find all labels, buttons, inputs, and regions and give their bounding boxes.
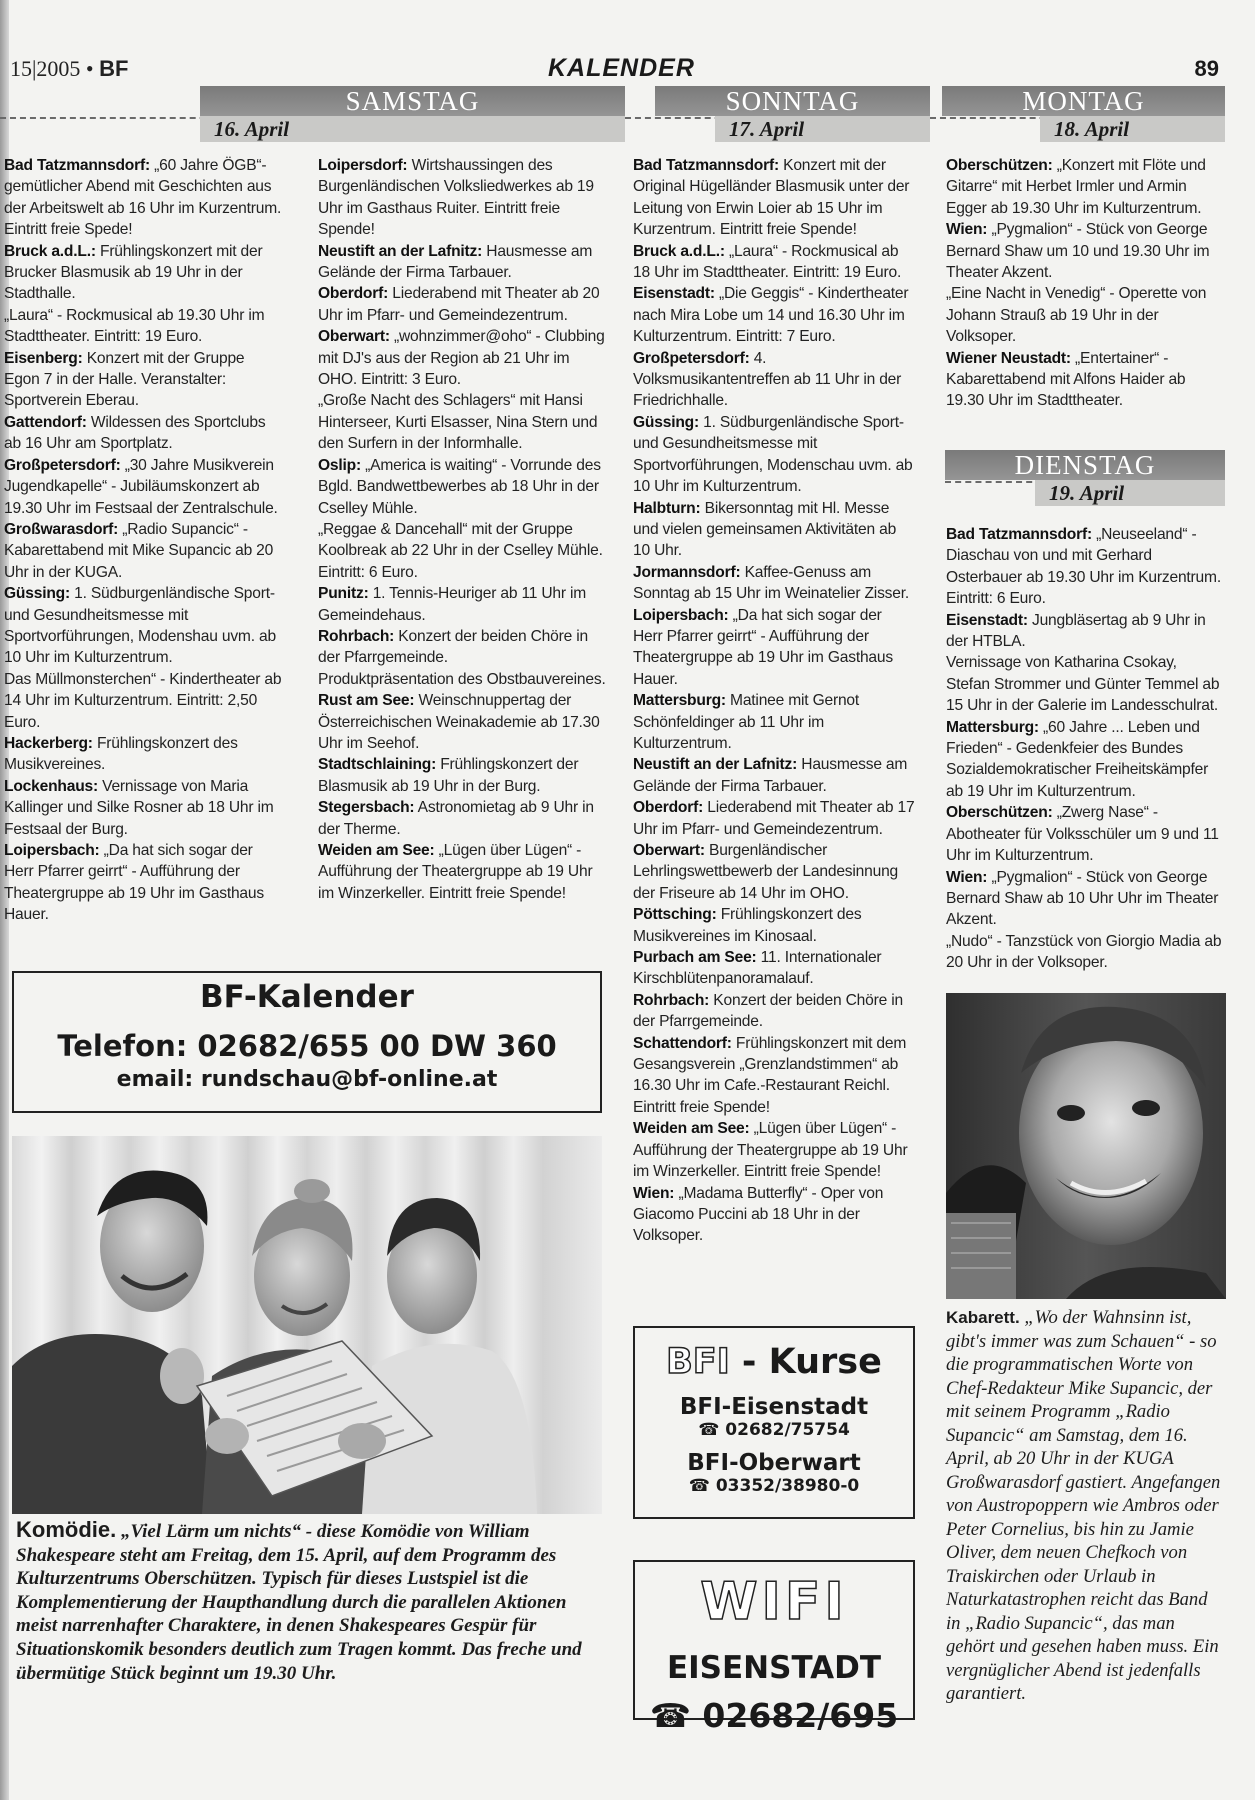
day-banner-sonntag	[625, 86, 930, 142]
event-text: Weinschnuppertag der Österreichischen Weinakademie ab 17.30 Uhr im Seehof.	[318, 692, 600, 752]
event-place: Rust am See:	[318, 692, 415, 710]
event-entry	[633, 605, 915, 691]
event-text: „Laura“ - Rockmusical ab 18 Uhr im Stadttheater. Eintritt: 19 Euro.	[633, 242, 902, 282]
day-name: SONNTAG	[655, 86, 930, 116]
event-text: Hausmesse am Gelände der Firma Tarbauer.	[318, 242, 593, 282]
caption-text: „Viel Lärm um nichts“ - diese Komödie von William Shakespeare steht am Freitag, dem 15. April, auf dem Programm des Kulturzentrums Oberschützen. Typisch für dieses Lustspiel ist die Komplementierung der Haupthandlung durch die parallelen Aktionen meist narrenhafter Charaktere, in denen Shakespeares Gespür für Situationskomik besonders deutlich zum Tragen kommt. Das freche und übermütige Stück beginnt um 19.30 Uhr.	[16, 1521, 582, 1684]
event-text: Liederabend mit Theater ab 20 Uhr im Pfarr- und Gemeindezentrum.	[318, 285, 600, 324]
event-entry	[4, 583, 284, 669]
caption-lead: Komödie.	[16, 1517, 117, 1542]
caption-lead: Kabarett.	[946, 1308, 1020, 1327]
event-place: Stegersbach:	[318, 799, 415, 817]
photo-mike-supancic	[946, 993, 1226, 1299]
event-entry	[946, 155, 1224, 219]
event-text: „Eine Nacht in Venedig“ - Operette von Johann Strauß ab 19 Uhr in der Volksoper.	[946, 285, 1207, 346]
event-text: 1. Südburgenländische Sport- und Gesundheitsmesse mit Sportvorführungen, Modenschau uvm. ab 10 Uhr im Kulturzentrum.	[633, 413, 913, 496]
event-place: Oslip:	[318, 456, 361, 474]
event-entry	[946, 717, 1224, 803]
wifi-city: EISENSTADT	[666, 1650, 882, 1686]
event-entry	[633, 562, 915, 605]
event-text: „Madama Butterfly“ - Oper von Giacomo Puccini ab 18 Uhr in der Volksoper.	[633, 1184, 884, 1245]
event-place: Oberdorf:	[318, 285, 389, 303]
event-place: Mattersburg:	[633, 692, 726, 710]
day-banner-montag	[930, 86, 1225, 142]
dienstag-events-column	[946, 524, 1224, 974]
event-text: „Da hat sich sogar der Herr Pfarrer geirrt“ - Aufführung der Theatergruppe ab 19 Uhr im Gasthaus Hauer.	[633, 606, 893, 688]
day-banner-samstag	[0, 86, 625, 142]
event-text: „Lügen über Lügen“ - Aufführung der Theatergruppe ab 19 Uhr im Winzerkeller. Eintritt freie Spende!	[318, 842, 593, 902]
issue-label: 15|2005 • BF	[10, 56, 129, 81]
event-text: 4. Volksmusikantentreffen ab 11 Uhr in der Friedrichhalle.	[633, 349, 902, 410]
event-entry	[946, 348, 1224, 412]
event-text: Das Müllmonsterchen“ - Kindertheater ab 14 Uhr im Kulturzentrum. Eintritt: 2,50 Euro.	[4, 670, 282, 731]
event-entry	[4, 840, 284, 926]
event-text: Frühlingskonzert des Musikvereines im Kinosaal.	[633, 906, 862, 945]
event-entry	[946, 652, 1224, 716]
event-entry	[633, 990, 915, 1033]
event-text: „30 Jahre Musikverein Jugendkapelle“ - Jubiläumskonzert ab 19.30 Uhr im Festsaal der Zentralschule.	[4, 456, 278, 517]
bfi-phone-eisenstadt: ☎ 02682/75754	[698, 1420, 850, 1440]
section-title: KALENDER	[548, 54, 695, 82]
event-place: Purbach am See:	[633, 949, 757, 967]
samstag-events-column-1	[4, 155, 284, 926]
event-text: Frühlingskonzert mit dem Gesangsverein „Grenzlandstimmen“ ab 16.30 Uhr im Cafe.-Restaurant Reichl. Eintritt freie Spende!	[633, 1034, 907, 1116]
event-place: Wien:	[946, 221, 988, 239]
event-place: Punitz:	[318, 585, 369, 603]
event-place: Bad Tatzmannsdorf:	[4, 157, 150, 174]
bf-kalender-box	[12, 971, 602, 1113]
event-entry	[318, 241, 606, 284]
event-entry	[318, 390, 606, 454]
event-entry	[633, 690, 915, 754]
event-entry	[4, 155, 284, 241]
event-entry	[318, 519, 606, 583]
event-entry	[633, 754, 915, 797]
publication-name: BF	[99, 56, 129, 81]
event-text: Frühlingskonzert mit der Brucker Blasmusik ab 19 Uhr in der Stadthalle.	[4, 242, 263, 303]
event-place: Güssing:	[4, 585, 70, 603]
wifi-eisenstadt-box	[633, 1560, 915, 1735]
event-entry	[318, 326, 606, 390]
event-text: Bikersonntag mit Hl. Messe und vielen gemeinsamen Aktivitäten ab 10 Uhr.	[633, 499, 897, 560]
page-number: 89	[1194, 56, 1219, 81]
komoedie-caption	[16, 1518, 606, 1685]
event-text: „wohnzimmer@oho“ - Clubbing mit DJ's aus der Region ab 21 Uhr im OHO. Eintritt: 3 Euro.	[318, 328, 605, 389]
event-text: Frühlingskonzert des Musikvereines.	[4, 734, 238, 774]
bfi-location-eisenstadt: BFI-Eisenstadt	[679, 1394, 869, 1420]
event-place: Rohrbach:	[318, 627, 395, 645]
event-place: Eisenberg:	[4, 349, 83, 367]
event-place: Stadtschlaining:	[318, 756, 437, 774]
event-place: Güssing:	[633, 413, 699, 431]
event-text: Burgenländischer Lehrlingswettbewerb der Landesinnung der Friseure ab 14 Uhr im OHO.	[633, 842, 899, 902]
event-place: Mattersburg:	[946, 718, 1039, 736]
event-place: Eisenstadt:	[633, 285, 715, 303]
event-text: „Entertainer“ - Kabarettabend mit Alfons Haider ab 19.30 Uhr im Stadttheater.	[946, 349, 1186, 410]
event-text: Konzert mit der Original Hügelländer Blasmusik unter der Leitung von Erwin Loier ab 15 Uhr im Kurzentrum. Eintritt freie Spende!	[633, 157, 910, 239]
event-place: Großpetersdorf:	[633, 349, 750, 367]
event-text: Vernissage von Katharina Csokay, Stefan Strommer und Günter Temmel ab 15 Uhr in der Galerie im Landesschulrat.	[946, 654, 1220, 715]
komoedie-theater-photo	[12, 1136, 602, 1514]
event-entry	[633, 155, 915, 241]
event-text: Wirtshaussingen des Burgenländischen Volksliedwerkes ab 19 Uhr im Gasthaus Ruiter. Eintritt freie Spende!	[318, 157, 594, 239]
event-text: 11. Internationaler Kirschblütenpanoramalauf.	[633, 949, 882, 988]
event-place: Schattendorf:	[633, 1034, 732, 1052]
event-place: Großwarasdorf:	[4, 520, 119, 538]
event-place: Loipersbach:	[4, 842, 100, 859]
event-place: Oberschützen:	[946, 157, 1053, 174]
event-text: „Die Geggis“ - Kindertheater nach Mira Lobe um 14 und 16.30 Uhr im Kulturzentrum. Eintritt: 7 Euro.	[633, 285, 909, 346]
event-entry	[4, 412, 284, 455]
event-text: Jungbläsertag ab 9 Uhr in der HTBLA.	[946, 611, 1206, 651]
event-entry	[318, 690, 606, 754]
event-text: „Da hat sich sogar der Herr Pfarrer geirrt“ - Aufführung der Theatergruppe ab 19 Uhr im Gasthaus Hauer.	[4, 842, 264, 924]
event-entry	[633, 498, 915, 562]
event-text: „Nudo“ - Tanzstück von Giorgio Madia ab 20 Uhr in der Volksoper.	[946, 932, 1222, 972]
event-text: Konzert der beiden Chöre in der Pfarrgemeinde.	[633, 991, 903, 1031]
kalender-email-link[interactable]: rundschau@bf-online.at	[200, 1067, 498, 1092]
sonntag-events-column	[633, 155, 915, 1247]
montag-events-column	[946, 155, 1224, 412]
event-text: „Zwerg Nase“ -Abotheater für Volksschüler um 9 und 11 Uhr im Kulturzentrum.	[946, 804, 1219, 865]
kabarett-portrait-photo	[946, 993, 1226, 1299]
event-place: Bruck a.d.L.:	[4, 242, 96, 260]
bfi-phone-oberwart: ☎ 03352/38980-0	[688, 1476, 860, 1496]
event-entry	[318, 455, 606, 519]
event-text: Wildessen des Sportclubs ab 16 Uhr am Sportplatz.	[4, 413, 266, 453]
event-entry	[318, 754, 606, 797]
event-place: Neustift an der Lafnitz:	[633, 756, 798, 774]
event-entry	[633, 1118, 915, 1182]
event-entry	[633, 1183, 915, 1247]
event-place: Großpetersdorf:	[4, 456, 121, 474]
event-entry	[318, 155, 606, 241]
event-text: 1. Südburgenländische Sport- und Gesundheitsmesse mit Sportvorführungen, Modenshau uvm. ab 10 Uhr im Kulturzentrum.	[4, 585, 276, 667]
event-text: „Pygmalion“ - Stück von George Bernard Shaw um 10 und 19.30 Uhr im Theater Akzent.	[946, 221, 1210, 282]
event-text: „Pygmalion“ - Stück von George Bernard Shaw ab 10 Uhr Uhr im Theater Akzent.	[946, 868, 1219, 929]
event-entry	[318, 669, 606, 690]
event-place: Wien:	[946, 868, 988, 886]
event-entry	[633, 904, 915, 947]
event-entry	[633, 241, 915, 284]
day-date: 18. April	[1040, 116, 1225, 142]
event-place: Wien:	[633, 1184, 675, 1202]
event-text: „Radio Supancic“ - Kabarettabend mit Mike Supancic ab 20 Uhr in der KUGA.	[4, 520, 274, 581]
event-entry	[318, 283, 606, 326]
event-text: „Laura“ - Rockmusical ab 19.30 Uhr im Stadttheater. Eintritt: 19 Euro.	[4, 306, 265, 346]
event-entry	[633, 348, 915, 412]
event-text: „America is waiting“ - Vorrunde des Bgld. Bandwettbewerbes ab 18 Uhr in der Cselley Mühle.	[318, 456, 601, 517]
event-entry	[946, 867, 1224, 931]
event-entry	[946, 802, 1224, 866]
event-place: Hackerberg:	[4, 734, 93, 752]
event-entry	[633, 1033, 915, 1119]
event-entry	[633, 840, 915, 904]
event-place: Loipersdorf:	[318, 157, 408, 174]
day-name: DIENSTAG	[945, 450, 1225, 480]
event-entry	[318, 797, 606, 840]
event-place: Oberwart:	[318, 328, 390, 346]
event-entry	[946, 219, 1224, 283]
event-place: Bruck a.d.L.:	[633, 242, 725, 260]
caption-text: „Wo der Wahnsinn ist, gibt's immer was zum Schauen“ - so die programmatischen Worte von Chef-Redakteur Mike Supancic, der mit seinem Programm „Radio Supancic“ am Samstag, dem 16. April, ab 20 Uhr in der KUGA Großwarasdorf gastiert. Angefangen von Austropoppern wie Ambros oder Peter Cornelius, bis hin zu Jamie Oliver, dem neuen Chefkoch von Traiskirchen oder Urlaub in Naturkatastrophen reicht das Band in „Radio Supancic“, das man gehört und gesehen haben muss. Ein vergnüglicher Abend ist jedenfalls garantiert.	[946, 1307, 1221, 1704]
event-text: „Neuseeland“ - Diaschau von und mit Gerhard Osterbauer ab 19.30 Uhr im Kurzentrum. Eintritt: 6 Euro.	[946, 526, 1221, 608]
event-place: Weiden am See:	[318, 842, 435, 859]
kabarett-caption	[946, 1306, 1224, 1706]
event-entry	[4, 519, 284, 583]
event-entry	[946, 283, 1224, 347]
event-entry	[946, 931, 1224, 974]
day-date: 19. April	[1035, 480, 1225, 506]
samstag-events-column-2	[318, 155, 606, 904]
event-place: Rohrbach:	[633, 991, 710, 1009]
event-place: Oberdorf:	[633, 799, 704, 817]
day-date: 16. April	[200, 116, 625, 142]
event-entry	[633, 947, 915, 990]
page-header	[0, 52, 1225, 86]
event-text: „Reggae & Dancehall“ mit der Gruppe Koolbreak ab 22 Uhr in der Cselley Mühle. Eintritt: 6 Euro.	[318, 520, 603, 581]
event-place: Bad Tatzmannsdorf:	[946, 526, 1092, 543]
event-entry	[633, 283, 915, 347]
bfi-logo: BFI	[666, 1342, 730, 1382]
event-text: Frühlingskonzert der Blasmusik ab 19 Uhr in der Burg.	[318, 756, 579, 795]
event-entry	[946, 524, 1224, 610]
event-text: „Große Nacht des Schlagers“ mit Hansi Hinterseer, Kurti Elsasser, Nina Stern und den Surfern in der Informhalle.	[318, 392, 598, 453]
event-entry	[4, 733, 284, 776]
event-entry	[4, 348, 284, 412]
event-place: Lockenhaus:	[4, 777, 98, 795]
kalender-title: BF-Kalender	[200, 979, 414, 1015]
kalender-email-line: email: rundschau@bf-online.at	[116, 1067, 498, 1092]
event-place: Pöttsching:	[633, 906, 717, 924]
event-place: Loipersbach:	[633, 606, 729, 624]
event-place: Wiener Neustadt:	[946, 349, 1071, 367]
event-entry	[633, 412, 915, 498]
event-entry	[318, 626, 606, 669]
event-place: Oberschützen:	[946, 804, 1053, 822]
event-text: „Konzert mit Flöte und Gitarre“ mit Herbet Irmler und Armin Egger ab 19.30 Uhr im Kulturzentrum.	[946, 157, 1206, 217]
wifi-phone: ☎ 02682/695	[649, 1696, 899, 1735]
event-entry	[318, 840, 606, 904]
event-entry	[4, 305, 284, 348]
day-date: 17. April	[715, 116, 930, 142]
event-entry	[4, 455, 284, 519]
event-place: Oberwart:	[633, 842, 705, 859]
event-entry	[4, 776, 284, 840]
event-text: Hausmesse am Gelände der Firma Tarbauer.	[633, 756, 908, 795]
day-name: MONTAG	[942, 86, 1225, 116]
event-entry	[318, 583, 606, 626]
event-place: Jormannsdorf:	[633, 563, 741, 581]
event-text: Astronomietag ab 9 Uhr in der Therme.	[318, 799, 594, 838]
event-text: Matinee mit Gernot Schönfeldinger ab 11 Uhr im Kulturzentrum.	[633, 692, 860, 752]
event-text: „60 Jahre ... Leben und Frieden“ - Gedenkfeier des Bundes Sozialdemokratischer Freiheitskämpfer ab 19 Uhr im Kulturzentrum.	[946, 718, 1209, 800]
day-banner-dienstag	[945, 450, 1225, 506]
event-place: Neustift an der Lafnitz:	[318, 242, 483, 260]
event-text: Produktpräsentation des Obstbauvereines.	[318, 670, 606, 688]
event-place: Gattendorf:	[4, 413, 87, 431]
event-place: Bad Tatzmannsdorf:	[633, 157, 779, 174]
wifi-logo: WIFI	[700, 1572, 848, 1632]
event-place: Halbturn:	[633, 499, 701, 517]
event-entry	[946, 610, 1224, 653]
event-text: Konzert mit der Gruppe Egon 7 in der Halle. Veranstalter: Sportverein Eberau.	[4, 349, 245, 410]
event-text: 1. Tennis-Heuriger ab 11 Uhr im Gemeindehaus.	[318, 585, 587, 624]
event-place: Weiden am See:	[633, 1120, 750, 1138]
event-text: Kaffee-Genuss am Sonntag ab 15 Uhr im Weinatelier Zisser.	[633, 563, 909, 603]
event-entry	[4, 669, 284, 733]
day-name: SAMSTAG	[200, 86, 625, 116]
event-entry	[633, 797, 915, 840]
bfi-location-oberwart: BFI-Oberwart	[687, 1450, 861, 1476]
photo-actors-reading-newspaper	[12, 1136, 602, 1514]
event-text: „Lügen über Lügen“ - Aufführung der Theatergruppe ab 19 Uhr im Winzerkeller. Eintritt freie Spende!	[633, 1120, 908, 1181]
event-place: Eisenstadt:	[946, 611, 1028, 629]
bfi-kurse-box	[633, 1326, 915, 1519]
event-text: „60 Jahre ÖGB“-gemütlicher Abend mit Geschichten aus der Arbeitswelt ab 16 Uhr im Kurzentrum. Eintritt freie Spede!	[4, 157, 282, 239]
event-entry	[4, 241, 284, 305]
bfi-title: BFI - Kurse	[666, 1342, 882, 1382]
event-text: Vernissage von Maria Kallinger und Silke Rosner ab 18 Uhr im Festsaal der Burg.	[4, 777, 274, 838]
event-text: Liederabend mit Theater ab 17 Uhr im Pfarr- und Gemeindezentrum.	[633, 799, 915, 838]
kalender-phone: Telefon: 02682/655 00 DW 360	[57, 1029, 557, 1063]
event-text: Konzert der beiden Chöre in der Pfarrgemeinde.	[318, 627, 588, 667]
